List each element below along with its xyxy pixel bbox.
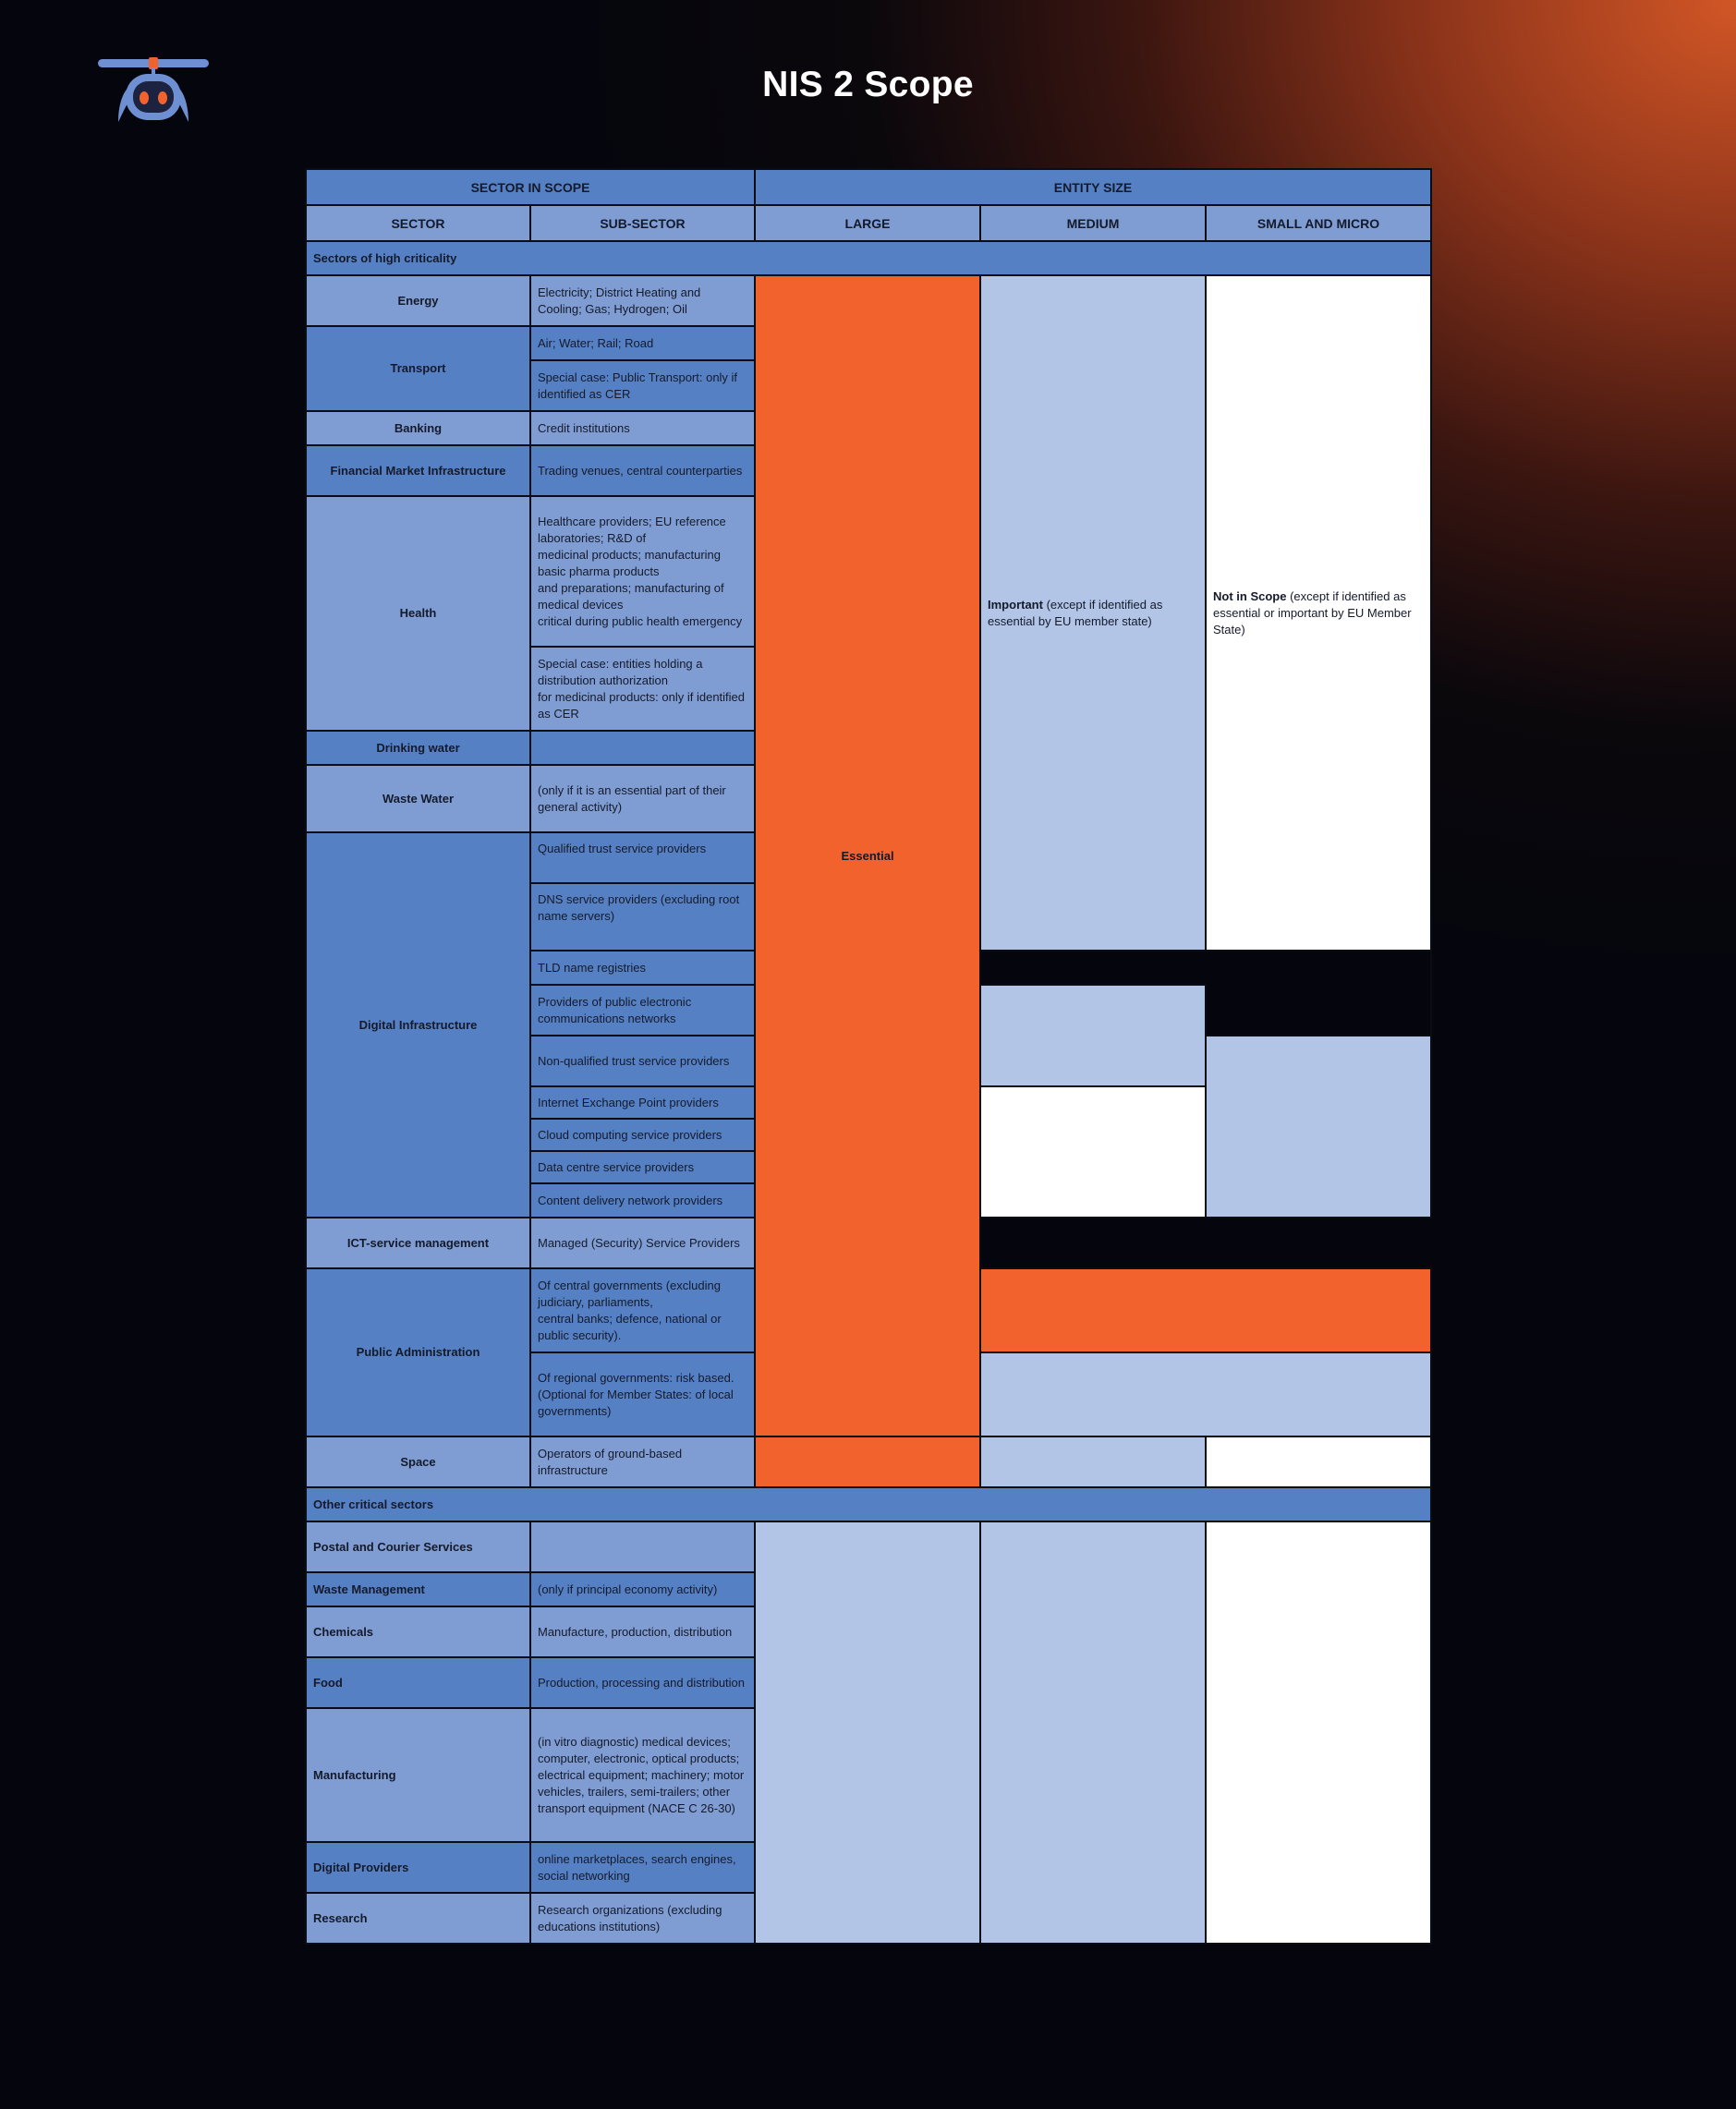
sub-sector-dns: DNS service providers (excluding root name servers): [530, 883, 755, 951]
cell-not-in-scope-small-space: [1206, 1436, 1431, 1487]
page-title: NIS 2 Scope: [762, 65, 974, 104]
cell-important-medium-other: [980, 1521, 1206, 1944]
sub-sector-chemicals: Manufacture, production, distribution: [530, 1606, 755, 1657]
health-line: critical during public health emergency: [538, 613, 743, 628]
cell-essential-large-space: [755, 1436, 980, 1487]
cell-not-in-scope-small: [1206, 275, 1431, 951]
sub-sector-cdn: Content delivery network providers: [530, 1183, 755, 1218]
health-line: and preparations; manufacturing of medical devices: [538, 580, 724, 612]
sector-energy: Energy: [306, 275, 530, 326]
header-medium: MEDIUM: [980, 205, 1206, 241]
not-in-scope-note: (except if identified as essential or important by EU Member State): [1213, 588, 1412, 636]
sub-sector-public-electronic-networks: Providers of public electronic communications networks: [530, 985, 755, 1036]
header-sector-in-scope: SECTOR IN SCOPE: [306, 169, 755, 205]
sector-manufacturing: Manufacturing: [306, 1708, 530, 1842]
sub-sector-regional-government: [530, 1352, 755, 1436]
important-note: (except if identified as essential by EU member state): [988, 597, 1163, 628]
sector-digital-infrastructure: Digital Infrastructure: [306, 832, 530, 1218]
sector-digital-providers: Digital Providers: [306, 1842, 530, 1893]
sector-financial-market-infrastructure: Financial Market Infrastructure: [306, 445, 530, 496]
sub-sector-manufacturing: (in vitro diagnostic) medical devices; computer, electronic, optical products; electrical equipment; machinery; motor vehicles, trailers, semi-trailers; other transport equipment (NACE C 26-30): [530, 1708, 755, 1842]
sector-banking: Banking: [306, 411, 530, 445]
nis2-scope-table: [305, 168, 1432, 1945]
cell-important-small-digital: [980, 985, 1206, 1086]
sub-sector-postal-courier: [530, 1521, 755, 1572]
cell-not-in-scope-small-other: [1206, 1521, 1431, 1944]
sector-waste-water: Waste Water: [306, 765, 530, 832]
sector-research: Research: [306, 1893, 530, 1944]
health-line: Special case: entities holding a distribution authorization: [538, 656, 703, 687]
sub-sector-financial-market-infrastructure: Trading venues, central counterparties: [530, 445, 755, 496]
sub-sector-space: Operators of ground-based infrastructure: [530, 1436, 755, 1487]
header-sector: SECTOR: [306, 205, 530, 241]
sub-sector-ixp: Internet Exchange Point providers: [530, 1086, 755, 1119]
sub-sector-research: Research organizations (excluding educations institutions): [530, 1893, 755, 1944]
sub-sector-cloud: Cloud computing service providers: [530, 1119, 755, 1151]
health-line: Healthcare providers; EU reference laboratories; R&D of: [538, 514, 726, 545]
header-large: LARGE: [755, 205, 980, 241]
cell-important-large-other: [755, 1521, 980, 1944]
sector-chemicals: Chemicals: [306, 1606, 530, 1657]
sector-postal-courier: Postal and Courier Services: [306, 1521, 530, 1572]
sub-sector-health-providers: [530, 496, 755, 647]
cell-essential-medium-small-central-gov: [980, 1268, 1431, 1352]
header-small-micro: SMALL AND MICRO: [1206, 205, 1431, 241]
sub-sector-central-government: [530, 1268, 755, 1352]
sector-drinking-water: Drinking water: [306, 731, 530, 765]
sub-sector-health-special-case: [530, 647, 755, 731]
sector-food: Food: [306, 1657, 530, 1708]
sub-sector-transport-public: Special case: Public Transport: only if identified as CER: [530, 360, 755, 411]
header-sub-sector: SUB-SECTOR: [530, 205, 755, 241]
not-in-scope-label: Not in Scope: [1213, 588, 1287, 603]
sub-sector-drinking-water: [530, 731, 755, 765]
sub-sector-banking: Credit institutions: [530, 411, 755, 445]
sector-waste-management: Waste Management: [306, 1572, 530, 1606]
cell-important-regional-gov: [980, 1352, 1431, 1436]
sector-ict-service-management: ICT-service management: [306, 1218, 530, 1268]
sub-sector-tld: TLD name registries: [530, 951, 755, 985]
health-line: for medicinal products: only if identified as CER: [538, 689, 746, 721]
sub-sector-non-qualified-trust: Non-qualified trust service providers: [530, 1036, 755, 1086]
cell-important-medium-space: [980, 1436, 1206, 1487]
sector-transport: Transport: [306, 326, 530, 411]
sub-sector-waste-water: (only if it is an essential part of their general activity): [530, 765, 755, 832]
band-high-criticality: Sectors of high criticality: [306, 241, 1431, 275]
sub-sector-waste-management: (only if principal economy activity): [530, 1572, 755, 1606]
header-entity-size: ENTITY SIZE: [755, 169, 1431, 205]
public-admin-line: (Optional for Member States: of local governments): [538, 1387, 734, 1418]
sub-sector-qualified-trust: Qualified trust service providers: [530, 832, 755, 883]
public-admin-line: Of regional governments: risk based.: [538, 1370, 734, 1385]
sub-sector-digital-providers: online marketplaces, search engines, social networking: [530, 1842, 755, 1893]
sub-sector-food: Production, processing and distribution: [530, 1657, 755, 1708]
health-line: medicinal products; manufacturing basic pharma products: [538, 547, 721, 578]
important-label: Important: [988, 597, 1043, 612]
sub-sector-transport-modes: Air; Water; Rail; Road: [530, 326, 755, 360]
sub-sector-energy: Electricity; District Heating and Cooling; Gas; Hydrogen; Oil: [530, 275, 755, 326]
cell-important-medium-digital: [1206, 1036, 1431, 1218]
cell-essential-large: Essential: [755, 275, 980, 1436]
sector-public-administration: Public Administration: [306, 1268, 530, 1436]
band-other-critical: Other critical sectors: [306, 1487, 1431, 1521]
public-admin-line: Of central governments (excluding judiciary, parliaments,: [538, 1278, 721, 1309]
sector-space: Space: [306, 1436, 530, 1487]
sub-sector-data-centre: Data centre service providers: [530, 1151, 755, 1183]
cell-not-in-scope-small-digital: [980, 1086, 1206, 1218]
sector-health: Health: [306, 496, 530, 731]
cell-important-medium: [980, 275, 1206, 951]
public-admin-line: central banks; defence, national or public security).: [538, 1311, 722, 1342]
sub-sector-managed-security: Managed (Security) Service Providers: [530, 1218, 755, 1268]
